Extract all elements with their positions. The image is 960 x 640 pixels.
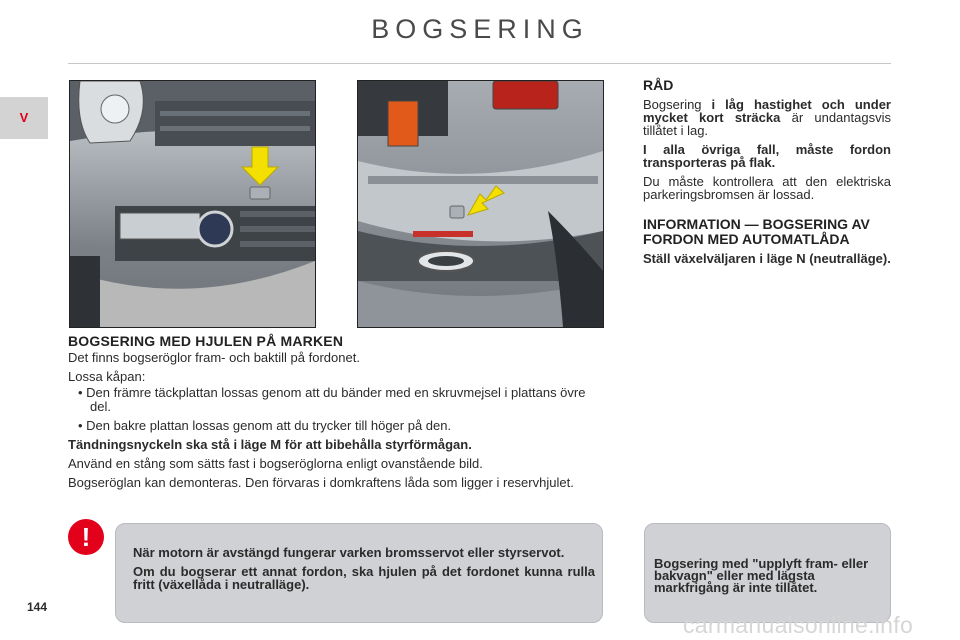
advice-p1-start: Bogsering — [643, 97, 712, 112]
chapter-tab — [0, 97, 48, 139]
advice-paragraph-2: I alla övriga fall, måste fordon transporteras på flak. — [643, 142, 891, 170]
main-text-column — [68, 334, 604, 495]
rod-paragraph: Använd en stång som sätts fast i bogseröglorna enligt ovanstående bild. — [68, 456, 483, 471]
rear-bumper-photo — [357, 80, 604, 328]
title-divider — [68, 63, 891, 64]
advice-heading: RÅD — [643, 77, 674, 93]
warning-text-1: När motorn är avstängd fungerar varken bromsservot eller styrservot. — [133, 545, 565, 560]
bullet-front-plate: • Den främre täckplattan lossas genom att du bänder med en skruvmejsel i plattans övre del. — [78, 385, 586, 414]
lossa-label: Lossa kåpan: — [68, 369, 146, 384]
note-box — [644, 523, 891, 623]
note-text: Bogsering med "upplyft fram- eller bakvagn" eller med lägsta markfrigång är inte tillåtet. — [654, 556, 869, 595]
page-title: BOGSERING — [371, 14, 589, 44]
intro-paragraph: Det finns bogseröglor fram- och baktill på fordonet. — [68, 350, 360, 365]
advice-paragraph-3: Du måste kontrollera att den elektriska parkeringsbromsen är lossad. — [643, 174, 891, 202]
automatic-info-heading: INFORMATION — BOGSERING AV FORDON MED AUTOMATLÅDA — [643, 216, 870, 247]
advice-paragraph-1 — [643, 98, 891, 137]
ignition-note: Tändningsnyckeln ska stå i läge M för att bibehålla styrförmågan. — [68, 437, 472, 452]
warning-box — [115, 523, 603, 623]
watermark: carmanualsonline.info — [683, 612, 914, 638]
bullet-rear-plate: • Den bakre plattan lossas genom att du trycker till höger på den. — [78, 418, 452, 433]
exclamation-icon: ! — [68, 519, 104, 555]
section-heading-towing-wheels: BOGSERING MED HJULEN PÅ MARKEN — [68, 333, 344, 349]
advice-p1-bold: i låg hastighet och under mycket kort sträcka — [643, 97, 891, 125]
page-number: 144 — [27, 600, 48, 614]
front-bumper-photo — [69, 80, 316, 328]
advice-p1-end: är undantagsvis tillåtet i lag. — [643, 110, 891, 138]
warning-text-2: Om du bogserar ett annat fordon, ska hjulen på det fordonet kunna rulla fritt (växellåda i neutralläge). — [133, 564, 595, 592]
right-text-column — [643, 78, 891, 271]
tow-eye-paragraph: Bogseröglan kan demonteras. Den förvaras i domkraftens låda som ligger i reservhjulet. — [68, 475, 574, 490]
chapter-letter: V — [19, 110, 29, 125]
automatic-info-text: Ställ växelväljaren i läge N (neutralläge). — [643, 251, 891, 266]
